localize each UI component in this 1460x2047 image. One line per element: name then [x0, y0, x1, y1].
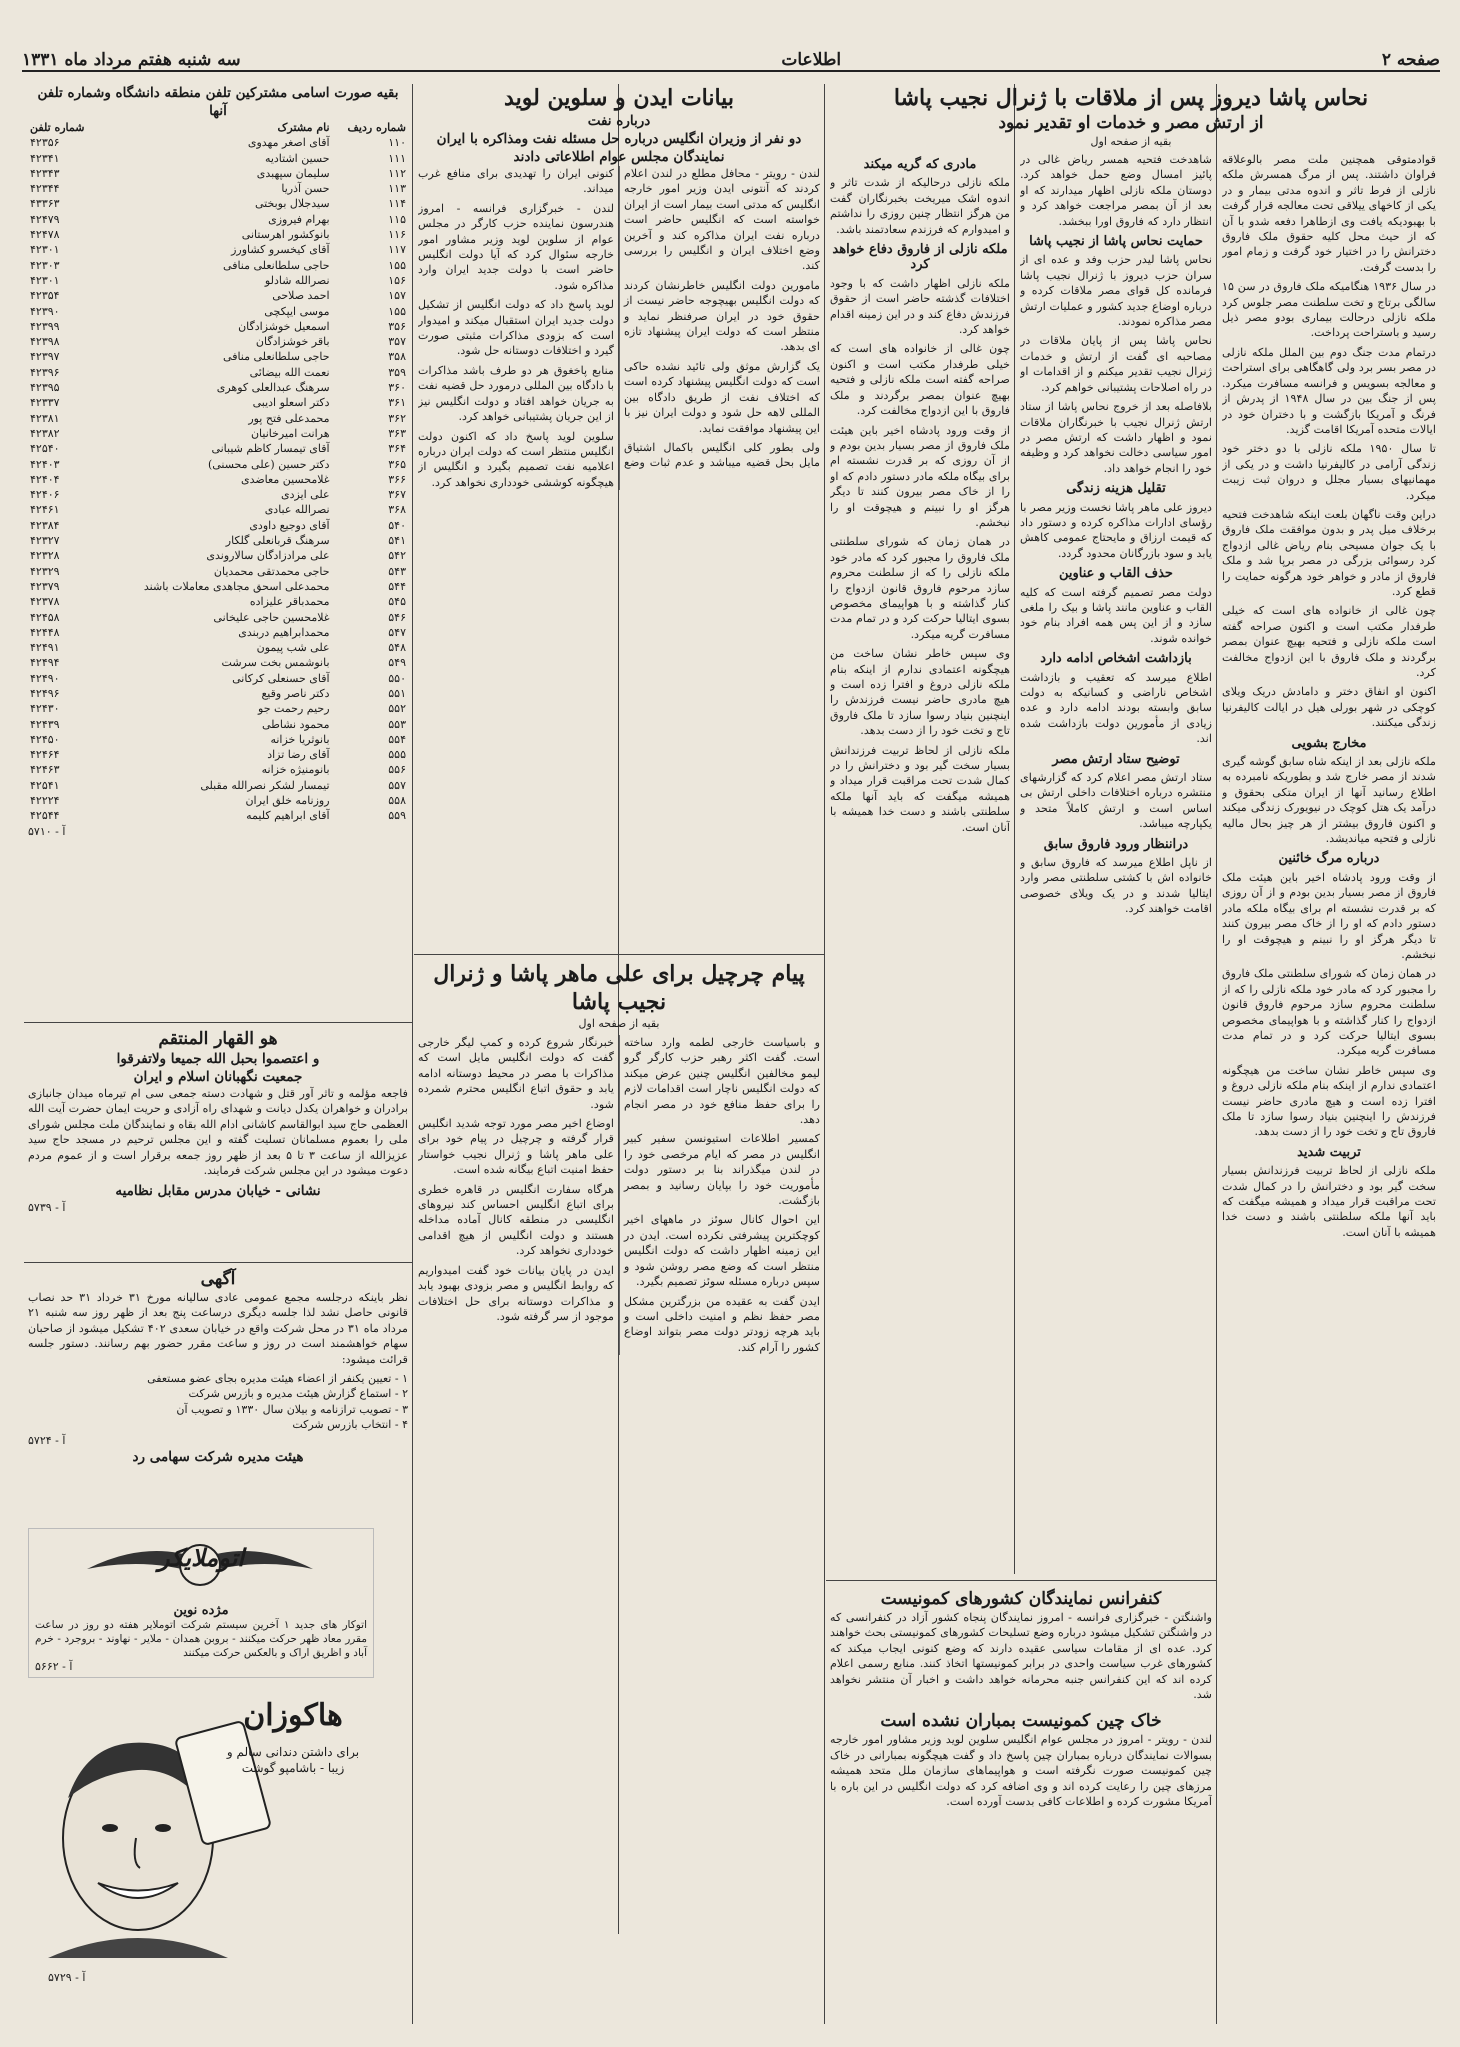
phone-number: ۴۲۴۹۱ — [30, 641, 60, 655]
phone-number: ۴۲۳۹۵ — [30, 381, 60, 395]
phone-table-row — [28, 594, 408, 609]
paragraph: ملکه نازلی از لحاظ تربیت فرزندانش بسیار سخت گیر بود و دخترانش را در کمال شدت تحت مراقبت قرار میداد و همیشه میگفت که باید آنها ملکه سلطنتی باشند و دست خدا همیشه با آنان است. — [1222, 1164, 1436, 1239]
masthead — [22, 50, 1440, 72]
paragraph: خبرنگار شروع کرده و کمپ لیگر خارجی گفت که دولت انگلیس مایل است که مذاکرات با مصر در محیط دوستانه ادامه یابد و حقوق اتباع انگلیس محترم شمرده شود. — [418, 1036, 614, 1111]
row-number: ۳۵۶ — [388, 319, 406, 333]
subscriber-name: روزنامه خلق ایران — [245, 794, 330, 808]
section-heading: مادری که گریه میکند — [863, 157, 977, 172]
subscriber-name: دکتر اسعلو ادیبی — [252, 396, 330, 410]
paragraph: هرگاه سفارت انگلیس در قاهره خطری برای اتباع انگلیس احساس کند نیروهای انگلیسی در منطقه کانال آماده مداخله هستند و دولت انگلیس از هیچ اقدامی خودداری نخواهد کرد. — [418, 1182, 614, 1258]
subscriber-name: باقر خوشزادگان — [255, 335, 330, 349]
paragraph: اکنون او انفاق دختر و دامادش دریک ویلای کوچکی در شهر بورلی هیل در ایالت کالیفرنیا زندگی میکنند. — [1222, 685, 1436, 730]
paragraph: دیروز علی ماهر پاشا نخست وزیر مصر با رؤسای ادارات مذاکره کرده و دستور داد که قیمت ارزاق و مایحتاج عمومی کاهش یابد و سود بازرگانان محدود گردد. — [1020, 500, 1212, 560]
section-rule — [826, 1580, 1216, 1581]
paragraph: ملکه نازلی از لحاظ تربیت فرزندانش بسیار سخت گیر بود و دخترانش را در کمال شدت تحت مراقبت قرار میداد و همیشه میگفت که باید آنها ملکه سلطنتی باشند و دست خدا همیشه با آنان است. — [830, 743, 1010, 834]
paragraph: سلوین لوید پاسخ داد که اکنون دولت انگلیس منتظر است که دولت ایران درباره اعلامیه نفت تصمیم بگیرد و انگلیس از هیچگونه کوششی خودداری نخواهد کرد. — [418, 429, 614, 489]
paragraph: از وقت ورود پادشاه اخیر باین هیئت ملک فاروق از مصر بسیار بدین بودم و از آن روزی که بر قدرت نشسته ام برای بیگاه ملکه مادر دستور دادم که او را از خاک مصر بیرون کنند تا دیگر هرگز او را نبینم و هیچوقت او را نبخشم. — [830, 423, 1010, 529]
row-number: ۵۵۴ — [388, 732, 406, 746]
subscriber-name: دکتر ناصر وقیع — [261, 686, 330, 700]
row-number: ۳۶۷ — [388, 488, 406, 502]
paragraph: ملکه نازلی بعد از اینکه شاه سابق گوشه گیری شدند از مصر خارج شد و بطوریکه نامبرده به اطلاع رسانید آنها از ایران متکی بحقوق و درآمد یک هتل کوچک در نیویورک زندگی میکند و اکنون فاروق بیشتر از هر چیز بحال مالیه نازلی و فتحیه میاندیشد. — [1222, 755, 1436, 846]
paragraph: وی سپس خاطر نشان ساخت من هیچگونه اعتمادی ندارم از اینکه بنام ملکه نازلی دروغ و افترا زده است و هیچ مادری حاضر نیست فرزندش را اینچنین بنیاد رسوا سازد تا ملک فاروق تاج و تخت خود را از دست بدهد. — [1222, 1063, 1436, 1139]
subscriber-name: سرهنگ عبدالعلی کوهری — [216, 381, 330, 395]
row-number: ۵۴۲ — [388, 549, 406, 563]
phone-table-row — [28, 671, 408, 686]
phone-table-row — [28, 411, 408, 426]
subscriber-name: موسی ایپکچی — [264, 304, 330, 318]
column-rule — [1216, 84, 1217, 2024]
paragraph: ستاد ارتش مصر اعلام کرد که گزارشهای منتشره درباره اختلافات داخلی ارتش بی اساس است و ارتش کاملاً متحد و یکپارچه میباشد. — [1020, 771, 1212, 831]
phone-number: ۴۲۳۰۳ — [30, 258, 60, 272]
phone-table-row — [28, 686, 408, 701]
paragraph: درتمام مدت جنگ دوم بین الملل ملکه نازلی در مصر بسر برد ولی گاهگاهی برای استراحت و معالجه بسویس و فرانسه مسافرت میکرد. پس از جنگ بین در سال ۱۹۴۸ از پدرش از فرنگ و آمریکا بازگشت و با دختران خود در ایالات متحده آمریکا اقامت گزید. — [1222, 345, 1436, 436]
bus-brand-name: اتوملایکر — [157, 1543, 245, 1572]
section-heading: تقلیل هزینه زندگی — [1066, 481, 1166, 497]
subscriber-name: بانومنیژه خزانه — [261, 763, 330, 777]
phone-number: ۴۲۴۶۱ — [30, 503, 60, 517]
phone-number: ۴۲۳۸۴ — [30, 518, 60, 532]
subscriber-name: محمدابراهیم دربندی — [238, 625, 330, 639]
ad-code: آ - ۵۷۳۹ — [28, 1201, 66, 1215]
phone-table-row — [28, 610, 408, 625]
row-number: ۱۱۶ — [388, 228, 406, 242]
paragraph: ملکه نازلی اظهار داشت که با وجود اختلافات گذشته حاضر است از حقوق فرزندش دفاع کند و در این زمینه اقدام خواهد کرد. — [830, 276, 1010, 337]
phone-number: ۴۲۳۴۴ — [30, 182, 60, 196]
subscriber-name: آقای حسنعلی کرکانی — [232, 671, 330, 685]
phone-number: ۴۲۴۵۸ — [30, 610, 60, 624]
phone-table-row — [28, 655, 408, 670]
phone-table-row — [28, 564, 408, 579]
subscriber-name: علی مرادزادگان سالاروندی — [206, 549, 330, 563]
phone-table-row — [28, 548, 408, 563]
phone-number: ۴۲۳۸۲ — [30, 426, 60, 440]
agenda-item: ۱ - تعیین یکنفر از اعضاء هیئت مدیره بجای عضو مستعفی — [147, 1372, 408, 1386]
subscriber-name: آقای کیخسرو کشاورز — [231, 243, 330, 257]
paragraph: اوضاع اخیر مصر مورد توجه شدید انگلیس قرار گرفته و چرچیل در پیام خود برای علی ماهر پاشا و ژنرال نجیب خواستار حفظ امنیت اتباع بیگانه شده است. — [418, 1117, 614, 1177]
phone-table-row — [28, 227, 408, 242]
row-number: ۵۴۰ — [388, 518, 406, 532]
paragraph: شاهدخت فتحیه همسر ریاض غالی در پائیز امسال وضع حمل خواهد کرد. دوستان ملکه نازلی اظهار میدارند که او بعد از آن بمصر مراجعت خواهد کرد و انتظار دارد که فاروق اورا ببخشد. — [1020, 153, 1212, 228]
main-subheadline: از ارتش مصر و خدمات او تقدیر نمود — [998, 113, 1264, 133]
phone-table-row — [28, 273, 408, 288]
subscriber-name: حسن آذریا — [281, 182, 330, 196]
eden-lloyd-article — [418, 84, 820, 944]
phone-table-row — [28, 732, 408, 747]
row-number: ۵۴۹ — [388, 656, 406, 670]
row-number: ۱۱۰ — [388, 136, 406, 150]
paragraph: نحاس پاشا لیدر حزب وفد و عده ای از سران حزب دیروز با ژنرال نجیب پاشا فرمانده کل قوای مصر ملاقات کرده و درباره اوضاع جدید کشور و عملیات ارتش مصر مذاکره نمودند. — [1020, 253, 1212, 329]
row-number: ۱۱۴ — [388, 197, 406, 211]
paragraph: این احوال کانال سوئز در ماههای اخیر کوچکترین پیشرفتی نکرده است. ایدن در این زمینه اظهار داشت که دولت انگلیس منتظر است که وضع مصر روشن شود و سپس درباره مسئله سوئز تصمیم بگیرد. — [624, 1213, 820, 1289]
subscriber-name: غلامحسین معاضدی — [240, 472, 330, 486]
memorial-notice — [28, 1028, 408, 1258]
subscriber-name: نعمت الله بیضائی — [249, 365, 330, 379]
churchill-headline: پیام چرچیل برای علی ماهر پاشا و ژنرال نجیب پاشا — [433, 961, 805, 1015]
row-number: ۳۵۹ — [388, 365, 406, 379]
china-headline: خاک چین کمونیست بمباران نشده است — [880, 1711, 1162, 1732]
eden-headline: بیانات ایدن و سلوین لوید — [504, 85, 734, 111]
subscriber-name: سیدجلال بوبختی — [254, 197, 330, 211]
row-number: ۵۴۶ — [388, 610, 406, 624]
paragraph: بلافاصله بعد از خروج نحاس پاشا از ستاد ارتش ژنرال نجیب با خبرنگاران ملاقات نمود و اظهار داشت که ارتش مصر در امور سیاسی دخالت نخواهد کرد و وظیفه خود را انجام خواهد داد. — [1020, 400, 1212, 475]
paragraph: دراین وقت ناگهان بلعت اینکه شاهدخت فتحیه برخلاف میل پدر و بدون موافقت ملک فاروق با یک جوان مسیحی بنام ریاض غالی ازدواج کرد رسوائی بزرگی در مصر برپا شد و ملک فاروق از مادر و خواهر خود هرگونه حمایت را قطع کرد. — [1222, 507, 1436, 598]
subscriber-name: سلیمان سپهبدی — [256, 166, 330, 180]
row-number: ۱۵۵ — [388, 258, 406, 272]
subscriber-name: دکتر حسین (علی محسنی) — [207, 457, 330, 471]
section-rule — [24, 1022, 412, 1023]
subscriber-name: هرانت امیرخانیان — [250, 426, 330, 440]
phone-number: ۴۲۴۶۳ — [30, 763, 60, 777]
phone-number: ۴۲۳۸۱ — [30, 411, 60, 425]
row-number: ۵۵۱ — [388, 686, 406, 700]
phone-table-row — [28, 181, 408, 196]
phone-table-row — [28, 395, 408, 410]
column-rule — [412, 84, 413, 2024]
phone-table-row — [28, 441, 408, 456]
phone-table-row — [28, 166, 408, 181]
section-heading: تربیت شدید — [1297, 1144, 1361, 1160]
paragraph: لندن - رویتر - امروز در مجلس عوام انگلیس سلوین لوید وزیر مشاور امور خارجه بسوالات نمایندگان درباره بمباران چین پاسخ داد و گفت هیچگونه بمبارانی در خاک چین کمونیست صورت نگرفته است و هواپیماهای سازمان ملل متحد همیشه مرزهای چین را رعایت کرده اند و وی اضافه کرد که دولت انگلیس در این باره با آمریکا مشورت کرده و اطلاعات کافی بدست آورده است. — [830, 1733, 1212, 1809]
subscriber-name: بانوشمس بخت سرشت — [221, 656, 330, 670]
phone-table-row — [28, 472, 408, 487]
row-number: ۱۱۲ — [388, 166, 406, 180]
continued-note: بقیه از صفحه اول — [1090, 135, 1172, 148]
shareholder-announcement — [28, 1268, 408, 1518]
row-number: ۳۶۴ — [388, 442, 406, 456]
row-number: ۵۵۹ — [388, 809, 406, 823]
row-number: ۵۵۷ — [388, 778, 406, 792]
subscriber-name: حسین اشتادیه — [264, 151, 330, 165]
phone-table-row — [28, 487, 408, 502]
phone-number: ۴۲۵۴۱ — [30, 778, 60, 792]
section-rule — [24, 1262, 412, 1263]
announcement-signature: هیئت مدیره شرکت سهامی رد — [132, 1449, 304, 1466]
subscriber-name: بانوثریا خزانه — [270, 732, 330, 746]
paragraph: و باسیاست خارجی لطمه وارد ساخته است. گفت اکثر رهبر حزب کارگر گرو لیمو مخالفین انگلیس چنین عرض میکند که دولت انگلیس ناچار است اقدامات لازم را برای حفظ منافع خود در مصر انجام دهد. — [624, 1036, 820, 1127]
paragraph: در همان زمان که شورای سلطنتی ملک فاروق را مجبور کرد که مادر خود ملکه نازلی را که از سلطنت محروم سازد مرحوم فاروق قانون ازدواج را کنار گذاشته و با هواپیمای مخصوص بسوی ایتالیا حرکت کرد و در تمام مدت مسافرت گریه میکرد. — [1222, 967, 1436, 1058]
row-number: ۳۵۷ — [388, 335, 406, 349]
phone-number: ۴۲۴۶۴ — [30, 748, 60, 762]
phone-table-row — [28, 457, 408, 472]
phone-number: ۴۲۲۲۴ — [30, 794, 60, 808]
phone-table-row — [28, 426, 408, 441]
row-number: ۳۶۲ — [388, 411, 406, 425]
paragraph: منابع پاخغوق هر دو طرف باشد مذاکرات با دادگاه بین المللی درمورد حل قضیه نفت به جریان خواهد افتاد و دولت انگلیس نیز از این جریان پشتیبانی خواهد کرد. — [418, 363, 614, 424]
row-number: ۵۴۵ — [388, 595, 406, 609]
phone-number: ۴۲۳۴۳ — [30, 166, 60, 180]
section-heading: توضیح ستاد ارتش مصر — [1052, 751, 1180, 767]
ad-subtitle: مژده نوین — [173, 1603, 229, 1618]
phone-number: ۴۲۳۲۹ — [30, 564, 60, 578]
phone-number: ۴۲۳۲۸ — [30, 549, 60, 563]
phone-number: ۴۲۳۵۴ — [30, 289, 60, 303]
column-header: نام مشترک — [277, 121, 330, 134]
section-heading: مخارج بشویی — [1291, 735, 1367, 751]
phone-number: ۴۲۳۹۸ — [30, 335, 60, 349]
phone-number: ۴۲۳۴۱ — [30, 151, 60, 165]
phone-number: ۴۲۴۷۹ — [30, 212, 60, 226]
subscriber-name: بانوکشور اهرستانی — [241, 228, 330, 242]
row-number: ۱۵۶ — [388, 273, 406, 287]
phone-table-row — [28, 334, 408, 349]
paragraph: تا سال ۱۹۵۰ ملکه نازلی با دو دختر خود زندگی آرامی در کالیفرنیا داشت و در یکی از مهمانیهای بسیار مجلل و دروان ثبت زیبت میکرد. — [1222, 442, 1436, 502]
phone-number: ۴۲۵۴۰ — [30, 442, 60, 456]
row-number: ۱۱۳ — [388, 182, 406, 196]
subscriber-name: محمدعلی فتح پور — [248, 411, 330, 425]
phone-table-row — [28, 319, 408, 334]
section-heading: ملکه نازلی از فاروق دفاع خواهد کرد — [832, 242, 1008, 273]
subscriber-name: علی ایزدی — [280, 488, 330, 502]
phone-number: ۴۲۴۴۸ — [30, 625, 60, 639]
paper-name: اطلاعات — [781, 50, 842, 70]
main-headline: نحاس پاشا دیروز پس از ملاقات با ژنرال نجیب پاشا — [893, 85, 1369, 111]
phone-number: ۴۲۴۰۶ — [30, 488, 60, 502]
phone-table-row — [28, 304, 408, 319]
row-number: ۳۶۶ — [388, 472, 406, 486]
phone-number: ۴۲۴۷۸ — [30, 228, 60, 242]
phone-number: ۴۲۳۹۰ — [30, 304, 60, 318]
article-nazli-column — [1222, 152, 1436, 2032]
row-number: ۱۵۵ — [388, 304, 406, 318]
row-number: ۵۴۸ — [388, 641, 406, 655]
paragraph: واشنگتن - خبرگزاری فرانسه - امروز نمایندگان پنجاه کشور آزاد در کنفرانسی که در واشنگتن تشکیل میشود درباره وضع تسلیحات کشورهای کمونیستی بحث خواهند کرد. عده ای از مقامات سیاسی عقیده دارند که وضع کنونی ایجاب میکند که کشورهای غرب سیاست واحدی در برابر کمونیستها اتخاذ کنند. منابع رسمی اعلام کرده اند که این کنفرانس جنبه محرمانه خواهد داشت و اخبار آن منتشر نخواهد شد. — [830, 1611, 1212, 1702]
subscriber-name: رحیم رحمت جو — [258, 702, 330, 716]
column-header: شماره ردیف — [347, 121, 406, 134]
phone-table-row — [28, 778, 408, 793]
subscriber-name: آقای رضا تزاد — [267, 748, 330, 762]
paragraph: ملکه نازلی درحالیکه از شدت تاثر و اندوه اشک میریخت بخبرنگاران گفت من هرگز انتظار چنین روزی را نداشتم و امیدوارم که فرزندم سعادتمند باشد. — [830, 176, 1010, 236]
row-number: ۱۱۵ — [388, 212, 406, 226]
phone-table-row — [28, 640, 408, 655]
paragraph: چون غالی از خانواده های است که خیلی طرفدار مکتب است و اکنون صراحه گفته است ملکه نازلی و فتحیه بهیچ عنوان بمصر برگردند و ملک فاروق با این ازدواج مخالفت کرد. — [1222, 604, 1436, 679]
section-heading: حمایت نحاس پاشا از نجیب پاشا — [1029, 234, 1203, 250]
phone-number: ۴۲۳۹۹ — [30, 319, 60, 333]
phone-table-row — [28, 717, 408, 732]
row-number: ۳۶۸ — [388, 503, 406, 517]
paragraph: یک گزارش موثق ولی تائید نشده حاکی است که دولت انگلیس پیشنهاد کرده است که اختلاف نفت از طریق دادگاه بین المللی لاهه حل شود و دولت ایران نیز با این پیشنهاد موافقت نماید. — [624, 359, 820, 435]
subscriber-name: آقای دوجیع داودی — [249, 518, 330, 532]
ad-code: آ - ۵۷۲۴ — [28, 1433, 66, 1447]
row-number: ۵۵۲ — [388, 702, 406, 716]
paragraph: کمسیر اطلاعات استیونسن سفیر کبیر انگلیس در مصر که ایام مرخصی خود را در لندن میگذراند بنا بر دستور دولت مأموریت خود را بپایان رسانید و بمصر بازگشت. — [624, 1132, 820, 1208]
article-nazli-defense-column — [830, 152, 1010, 1572]
agenda-item: ۲ - استماع گزارش هیئت مدیره و بازرس شرکت — [188, 1387, 408, 1401]
product-brand: هاکوزان — [243, 1698, 343, 1733]
phone-table-row — [28, 212, 408, 227]
eden-subheadline-2: دو نفر از وزیران انگلیس درباره حل مسئله نفت ومذاکره با ایران نمایندگان مجلس عوام اطلاعاتی دادند — [436, 131, 802, 165]
conference-headline: کنفرانس نمایندگان کشورهای کمونیست — [880, 1589, 1162, 1609]
paragraph: مامورین دولت انگلیس خاطرنشان کردند که دولت انگلیس بهیچوجه حاضر نیست از حقوق خود در ایران صرفنظر نماید و منتظر است که دولت ایران پیشنهاد تازه ای بدهد. — [624, 278, 820, 354]
phone-table-row — [28, 196, 408, 211]
phone-table-row — [28, 762, 408, 777]
subscriber-name: محمدعلی اسحق مجاهدی معاملات باشند — [143, 579, 330, 593]
subscriber-name: محمود نشاطی — [261, 717, 330, 731]
phone-number: ۴۲۳۰۱ — [30, 273, 60, 287]
phone-number: ۴۲۴۵۰ — [30, 732, 60, 746]
subscriber-name: محمدباقر علیزاده — [249, 595, 330, 609]
subscriber-name: اسمعیل خوشزادگان — [238, 319, 330, 333]
phone-number: ۴۲۵۴۴ — [30, 809, 60, 823]
phone-table-row — [28, 502, 408, 517]
phone-table-row — [28, 135, 408, 150]
row-number: ۵۵۳ — [388, 717, 406, 731]
phone-table-header — [28, 120, 408, 135]
column-rule — [1014, 84, 1015, 1574]
paragraph: نظر باینکه درجلسه مجمع عمومی عادی سالیانه مورخ ۳۱ خرداد ۳۱ حد نصاب قانونی حاصل نشد لذا جلسه دیگری درساعت پنج بعد از ظهر روز سه شنبه ۲۱ مرداد ماه ۳۱ در محل شرکت واقع در خیابان سعدی ۴۰۲ تشکیل میشود از صاحبان سهام خواهشمند است در روز و ساعت مقرر حضور بهم رسانند. دستور جلسه قرائت میشود: — [28, 1291, 408, 1366]
notice-title: هو القهار المنتقم — [158, 1029, 278, 1049]
subscriber-name: احمد صلاحی — [272, 289, 330, 303]
subscriber-name: آقای ابراهیم کلیمه — [246, 809, 330, 823]
column-header: شماره تلفن — [30, 121, 85, 134]
section-heading: درباره مرگ خائنین — [1278, 851, 1380, 867]
phone-number: ۴۲۴۹۶ — [30, 686, 60, 700]
row-number: ۳۶۵ — [388, 457, 406, 471]
paragraph: نحاس پاشا پس از پایان ملاقات در مصاحبه ای گفت از ارتش و خدمات ژنرال نجیب تقدیر میکنم و از اقدامات او در راه اصلاحات پشتیبانی خواهم کرد. — [1020, 334, 1212, 394]
phone-table-row — [28, 625, 408, 640]
row-number: ۳۵۸ — [388, 350, 406, 364]
subscriber-name: نصرالله شادلو — [264, 273, 330, 287]
paragraph: از وقت ورود پادشاه اخیر باین هیئت ملک فاروق از مصر بسیار بدین بودم و از آن روزی که بر قدرت نشسته ام برای بیگاه ملکه مادر دستور دادم که او را از خاک مصر بیرون کنند تا دیگر هرگز او را نبینم و هیچوقت او را نبخشم. — [1222, 870, 1436, 961]
paragraph: اتوکار های جدید ۱ آخرین سیستم شرکت اتوملایر هفته دو روز در ساعت مقرر معاد ظهر حرکت میکنند - بروبن همدان - ملایر - نهاوند - بروجرد - خرم آباد و اظریق اراک و بالعکس حرکت میکنند — [35, 1619, 368, 1659]
row-number: ۳۶۳ — [388, 426, 406, 440]
paragraph: وی سپس خاطر نشان ساخت من هیچگونه اعتمادی ندارم از اینکه بنام ملکه نازلی دروغ و افترا زده است و هیچ مادری حاضر نیست فرزندش را اینچنین بنیاد رسوا سازد تا ملک فاروق تاج و تخت خود را از دست بدهد. — [830, 647, 1010, 738]
phone-number: ۴۳۳۶۳ — [30, 197, 60, 211]
paragraph: ولی بطور کلی انگلیس باکمال اشتیاق مایل بحل قضیه میباشد و عدم ثبات وضع کنونی ایران را تهدیدی برای منافع غرب میداند. — [418, 167, 820, 470]
subscriber-name: غلامحسین حاجی علیخانی — [213, 610, 330, 624]
column-rule — [824, 84, 825, 2024]
subscriber-name: حاجی محمدتقی محمدیان — [213, 564, 330, 578]
phone-table-row — [28, 380, 408, 395]
subscriber-name: آقای اصغر مهدوی — [247, 136, 330, 150]
row-number: ۱۱۱ — [388, 151, 406, 165]
notice-address: نشانی - خیابان مدرس مقابل نظامیه — [115, 1183, 321, 1200]
agenda-item: ۳ - تصویب ترازنامه و بیلان سال ۱۳۳۰ و تصویب آن — [176, 1402, 408, 1416]
phone-table-row — [28, 701, 408, 716]
phone-number: ۴۲۴۹۴ — [30, 656, 60, 670]
section-rule — [414, 954, 824, 955]
eden-subheadline: درباره نفت — [587, 113, 651, 129]
paragraph: لوید پاسخ داد که دولت انگلیس از تشکیل دولت جدید ایران استقبال میکند و امیدوار است که بزودی مذاکرات مثبتی صورت گیرد و اختلافات دوستانه حل شود. — [418, 298, 614, 358]
ad-code: آ - ۵۶۶۲ — [35, 1660, 73, 1673]
notice-org: جمعیت نگهبانان اسلام و ایران — [133, 1069, 303, 1085]
phone-number: ۴۲۴۰۴ — [30, 472, 60, 486]
phone-number: ۴۲۴۳۹ — [30, 717, 60, 731]
paragraph: قوادمتوقی همچنین ملت مصر بالوعلاقه فراوان داشتند. پس از مرگ همسرش ملکه نازلی از فرط تاثر و اندوه مدتی بیمار و در یکی از کاخهای ییلاقی تحت معالجه قرار گرفت با بهبودیکه یافت وی ازطاهرا دفعه شدو با آن که از حیث محل کلیه حقوق ملک فاروق دخترانش را در اختیار خود گرفت و زمام امور را بدست گرفت. — [1222, 153, 1436, 274]
phone-directory — [28, 84, 408, 984]
paragraph: از ناپل اطلاع میرسد که فاروق سابق و خانواده اش با کشتی سلطنتی مصر وارد ایتالیا شدند و در یک ویلای خصوصی اقامت خواهند کرد. — [1020, 856, 1212, 916]
row-number: ۳۶۱ — [388, 396, 406, 410]
paragraph: ایدن در پایان بیانات خود گفت امیدواریم که روابط انگلیس و مصر بزودی بهبود یابد و مذاکرات دوستانه برای حل اختلافات موجود از سر گرفته شود. — [418, 1263, 614, 1323]
churchill-article — [418, 960, 820, 2030]
subscriber-name: بهرام فیروزی — [268, 212, 330, 226]
subscriber-name: علی شب پیمون — [256, 641, 330, 655]
hakozan-ad — [28, 1688, 374, 1988]
section-heading: حذف القاب و عناوین — [1059, 566, 1173, 582]
paragraph: لندن - خبرگزاری فرانسه - امروز هندرسون نماینده حزب کارگر در مجلس عوام از سلوین لوید وزیر مشاور امور خارجه سئوال کرد که آیا دولت انگلیس حاضر است با دولت جدید ایران وارد مذاکره شود. — [418, 201, 614, 292]
phone-number: ۴۲۳۹۶ — [30, 365, 60, 379]
phone-table-row — [28, 808, 408, 823]
article-nahas-column — [1020, 152, 1212, 1572]
phone-number: ۴۲۳۰۱ — [30, 243, 60, 257]
page-number: صفحه ۲ — [1381, 50, 1440, 70]
subscriber-name: حاجی سلطانعلی منافی — [223, 258, 330, 272]
paragraph: ایدن گفت به عقیده من بزرگترین مشکل مصر حفظ نظم و امنیت داخلی است و باید هرچه زودتر دولت مصر بتواند اوضاع کشور را آرام کند. — [624, 1294, 820, 1354]
phone-directory-title: بقیه صورت اسامی مشترکین تلفن منطقه دانشگاه وشماره تلفن آنها — [37, 85, 399, 119]
row-number: ۱۵۷ — [388, 289, 406, 303]
phone-table-row — [28, 533, 408, 548]
subscriber-name: سرهنگ قربانعلی گلکار — [225, 534, 330, 548]
notice-subtitle: و اعتصموا بحبل الله جمیعا ولاتفرقوا — [116, 1051, 320, 1067]
row-number: ۵۵۶ — [388, 763, 406, 777]
section-heading: بازداشت اشخاص ادامه دارد — [1040, 651, 1192, 667]
phone-table-row — [28, 518, 408, 533]
phone-table-row — [28, 288, 408, 303]
subscriber-name: تیمسار لشکر نصرالله مقبلی — [200, 778, 330, 792]
row-number: ۵۴۷ — [388, 625, 406, 639]
phone-number: ۴۲۳۲۷ — [30, 534, 60, 548]
phone-number: ۴۲۳۷۹ — [30, 579, 60, 593]
row-number: ۵۵۵ — [388, 748, 406, 762]
continued-note: بقیه از صفحه اول — [578, 1017, 660, 1030]
phone-table-row — [28, 349, 408, 364]
paragraph: لندن - رویتر - محافل مطلع در لندن اعلام کردند که آنتونی ایدن وزیر امور خارجه انگلیس که مدتی است بیمار است از ایران خواسته است که انگلیس حاضر است درباره نفت ایران مذاکره کند و آخرین وضع اختلاف ایران و انگلیس را بررسی کند. — [624, 167, 820, 273]
phone-number: ۴۲۴۳۰ — [30, 702, 60, 716]
phone-number: ۴۲۳۵۶ — [30, 136, 60, 150]
announcement-title: آگهی — [200, 1269, 236, 1289]
row-number: ۵۴۱ — [388, 534, 406, 548]
phone-table-row — [28, 793, 408, 808]
phone-number: ۴۲۴۹۰ — [30, 671, 60, 685]
phone-number: ۴۲۳۷۸ — [30, 595, 60, 609]
phone-number: ۴۲۳۳۷ — [30, 396, 60, 410]
paragraph: فاجعه مؤلمه و تاثر آور قتل و شهادت دسته جمعی سی ام تیرماه میدان جانبازی برادران و خواهران یکدل دیانت و شهدای راه آزادی و حریت ایمان حضرت آیت الله العظمی حاج سید ابوالقاسم کاشانی ادام الله بقاه و نمایندگان ملت مجلس شورای ملی را بعموم مسلمانان تسلیت گفته و این مجلس ترحیم در مسجد حاج سید عزیزالله از ساعت ۳ تا ۵ بعد از ظهر روز جمعه برقرار است و از عموم مردم دعوت میشود در این مجلس شرکت فرمایند. — [28, 1087, 408, 1178]
row-number: ۳۶۰ — [388, 381, 406, 395]
row-number: ۵۵۰ — [388, 671, 406, 685]
paragraph: اطلاع میرسد که تعقیب و بازداشت اشخاص ناراضی و کسانیکه به دولت سابق وابسته بودند ادامه دارد و عده زیادی از مأمورین دولت بازداشت شده اند. — [1020, 670, 1212, 746]
ad-code: آ - ۵۷۲۹ — [48, 1971, 86, 1984]
row-number: ۱۱۷ — [388, 243, 406, 257]
ad-code: آ - ۵۷۱۰ — [28, 824, 66, 838]
section-heading: دراننظار ورود فاروق سابق — [1043, 836, 1189, 852]
phone-table-row — [28, 747, 408, 762]
paragraph: در همان زمان که شورای سلطنتی ملک فاروق را مجبور کرد که مادر خود ملکه نازلی را که از سلطنت محروم سازد مرحوم فاروق قانون ازدواج را کنار گذاشته و با هواپیمای مخصوص بسوی ایتالیا حرکت کرد و در تمام مدت مسافرت گریه میکرد. — [830, 535, 1010, 641]
row-number: ۵۴۳ — [388, 564, 406, 578]
paragraph: دولت مصر تصمیم گرفته است که کلیه القاب و عناوین مانند پاشا و بیک را ملغی سازد و از این پس همه افراد بنام خود خوانده شوند. — [1020, 585, 1212, 645]
phone-number: ۴۲۴۰۳ — [30, 457, 60, 471]
subscriber-name: نصرالله عبادی — [264, 503, 330, 517]
issue-date: سه شنبه هفتم مرداد ماه ۱۳۳۱ — [22, 50, 241, 70]
row-number: ۵۴۴ — [388, 579, 406, 593]
subscriber-name: حاجی سلطانعلی منافی — [223, 350, 330, 364]
conference-article — [830, 1588, 1212, 2028]
phone-table-row — [28, 151, 408, 166]
phone-table — [28, 120, 408, 824]
agenda-item: ۴ - انتخاب بازرس شرکت — [292, 1418, 408, 1432]
phone-table-row — [28, 242, 408, 257]
phone-table-row — [28, 258, 408, 273]
product-tagline: برای داشتن دندانی سالم و زیبا - باشامپو گوشت — [226, 1745, 360, 1775]
phone-table-row — [28, 579, 408, 594]
paragraph: در سال ۱۹۳۶ هنگامیکه ملک فاروق در سن ۱۵ سالگی برتاج و تخت سلطنت مصر جلوس کرد ملکه نازلی درحالت بیماری بودو مصر ذیل رسید و باستراحت پرداخت. — [1222, 280, 1436, 340]
phone-number: ۴۲۳۹۷ — [30, 350, 60, 364]
row-number: ۵۵۸ — [388, 794, 406, 808]
bus-company-ad — [28, 1528, 374, 1678]
subscriber-name: آقای تیمسار کاظم شیبانی — [211, 442, 330, 456]
paragraph: چون غالی از خانواده های است که خیلی طرفدار مکتب است و اکنون صراحه گفته است ملکه نازلی و فتحیه بهیچ عنوان بمصر برگردند و ملک فاروق با این ازدواج مخالفت کرد. — [830, 342, 1010, 418]
phone-table-row — [28, 365, 408, 380]
